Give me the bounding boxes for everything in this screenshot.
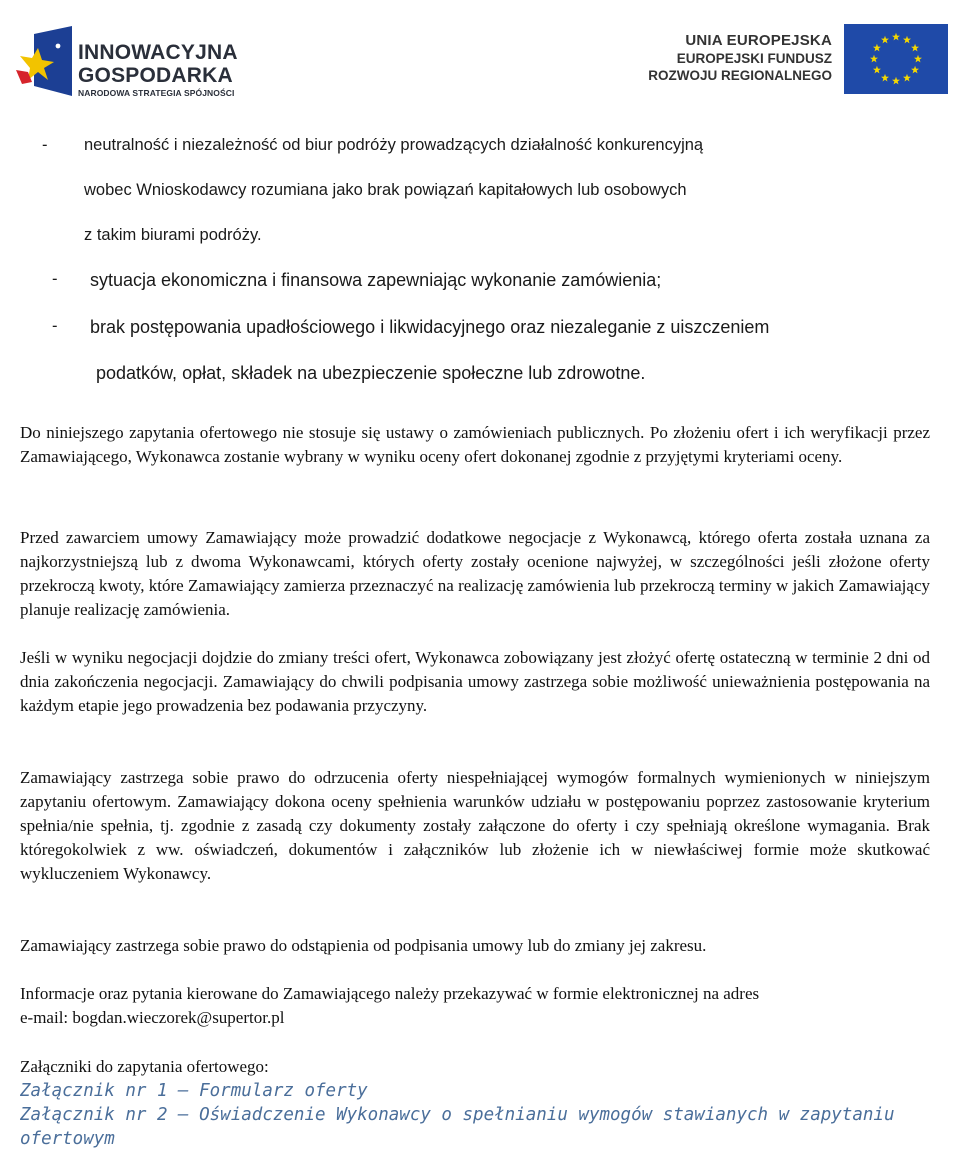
paragraph-2: Przed zawarciem umowy Zamawiający może prowadzić dodatkowe negocjacje z Wykonawcą, którego oferta została uznana za najkorzystniejszą lub z dwoma Wykonawcami, których oferty zostały ocenione najwyżej, w szczególności jeśli złożone oferty przekroczą kwoty, które Zamawiający zamierza przeznaczyć na realizację zamówienia lub przekroczą terminy w jakich Zamawiający planuje realizację zamówienia.	[20, 528, 930, 619]
list-dash: -	[52, 317, 58, 335]
paragraph-4: Zamawiający zastrzega sobie prawo do odrzucenia oferty niespełniającej wymogów formalnych wymienionych w niniejszym zapytaniu ofertowym. Zamawiający dokona oceny spełnienia warunków udziału w postępowaniu poprzez zastosowanie kryterium spełnia/nie spełnia, tj. zgodnie z zasadą czy dokumenty zostały załączone do oferty i czy spełniają określone wymagania. Brak któregokolwiek z ww. oświadczeń, dokumentów i załączników lub złożenie ich w niewłaściwej formie może skutkować wykluczeniem Wykonawcy.	[20, 768, 930, 883]
logo-line-1: INNOWACYJNA	[78, 41, 238, 64]
paragraph-3: Jeśli w wyniku negocjacji dojdzie do zmiany treści ofert, Wykonawca zobowiązany jest złożyć ofertę ostateczną w terminie 2 dni od dnia zakończenia negocjacji. Zamawiający do chwili podpisania umowy zastrzega sobie możliwość unieważnienia postępowania na każdym etapie jego prowadzenia bez podawania przyczyny.	[20, 648, 930, 715]
list-item-1-line-1: neutralność i niezależność od biur podróży prowadzących działalność konkurencyjną	[84, 136, 704, 154]
attachment-2-continued: ofertowym	[20, 1129, 115, 1149]
eu-line-2: EUROPEJSKI FUNDUSZ	[676, 51, 832, 66]
list-item-1-line-3: z takim biurami podróży.	[84, 226, 262, 244]
attachment-1: Załącznik nr 1 – Formularz oferty	[20, 1081, 368, 1101]
list-item-1-line-2: wobec Wnioskodawcy rozumiana jako brak powiązań kapitałowych lub osobowych	[84, 181, 687, 199]
contact-email: e-mail: bogdan.wieczorek@supertor.pl	[20, 1008, 285, 1027]
list-dash: -	[52, 270, 58, 288]
list-dash: -	[42, 136, 48, 154]
eu-flag-icon	[844, 24, 948, 94]
logo-line-2: GOSPODARKA	[78, 64, 233, 87]
eu-line-3: ROZWOJU REGIONALNEGO	[648, 68, 832, 83]
list-item-3-line-2: podatków, opłat, składek na ubezpieczenie społeczne lub zdrowotne.	[96, 363, 646, 383]
paragraph-1: Do niniejszego zapytania ofertowego nie stosuje się ustawy o zamówieniach publicznych. Po złożeniu ofert i ich weryfikacji przez Zamawiającego, Wykonawca zostanie wybrany w wyniku oceny ofert dokonanej zgodnie z przyjętymi kryteriami oceny.	[20, 423, 930, 466]
logo-line-3: NARODOWA STRATEGIA SPÓJNOŚCI	[78, 88, 235, 98]
paragraph-5: Zamawiający zastrzega sobie prawo do odstąpienia od podpisania umowy lub do zmiany jej zakresu.	[20, 936, 707, 955]
list-item-2-line-1: sytuacja ekonomiczna i finansowa zapewniając wykonanie zamówienia;	[90, 270, 662, 290]
attachments-heading: Załączniki do zapytania ofertowego:	[20, 1057, 269, 1076]
innowacyjna-gospodarka-logo	[14, 26, 250, 102]
star-flag-icon	[14, 26, 76, 102]
contact-info	[20, 982, 930, 1030]
eu-line-1: UNIA EUROPEJSKA	[685, 32, 832, 49]
eu-logo	[648, 24, 948, 96]
logo-wordmark	[78, 41, 238, 99]
contact-line-1: Informacje oraz pytania kierowane do Zamawiającego należy przekazywać w formie elektronicznej na adres	[20, 984, 760, 1003]
list-item-3-line-1: brak postępowania upadłościowego i likwidacyjnego oraz niezaleganie z uiszczeniem	[90, 317, 770, 337]
eu-wordmark	[648, 32, 832, 84]
attachment-2: Załącznik nr 2 – Oświadczenie Wykonawcy o spełnianiu wymogów stawianych w zapytaniu	[20, 1105, 895, 1125]
